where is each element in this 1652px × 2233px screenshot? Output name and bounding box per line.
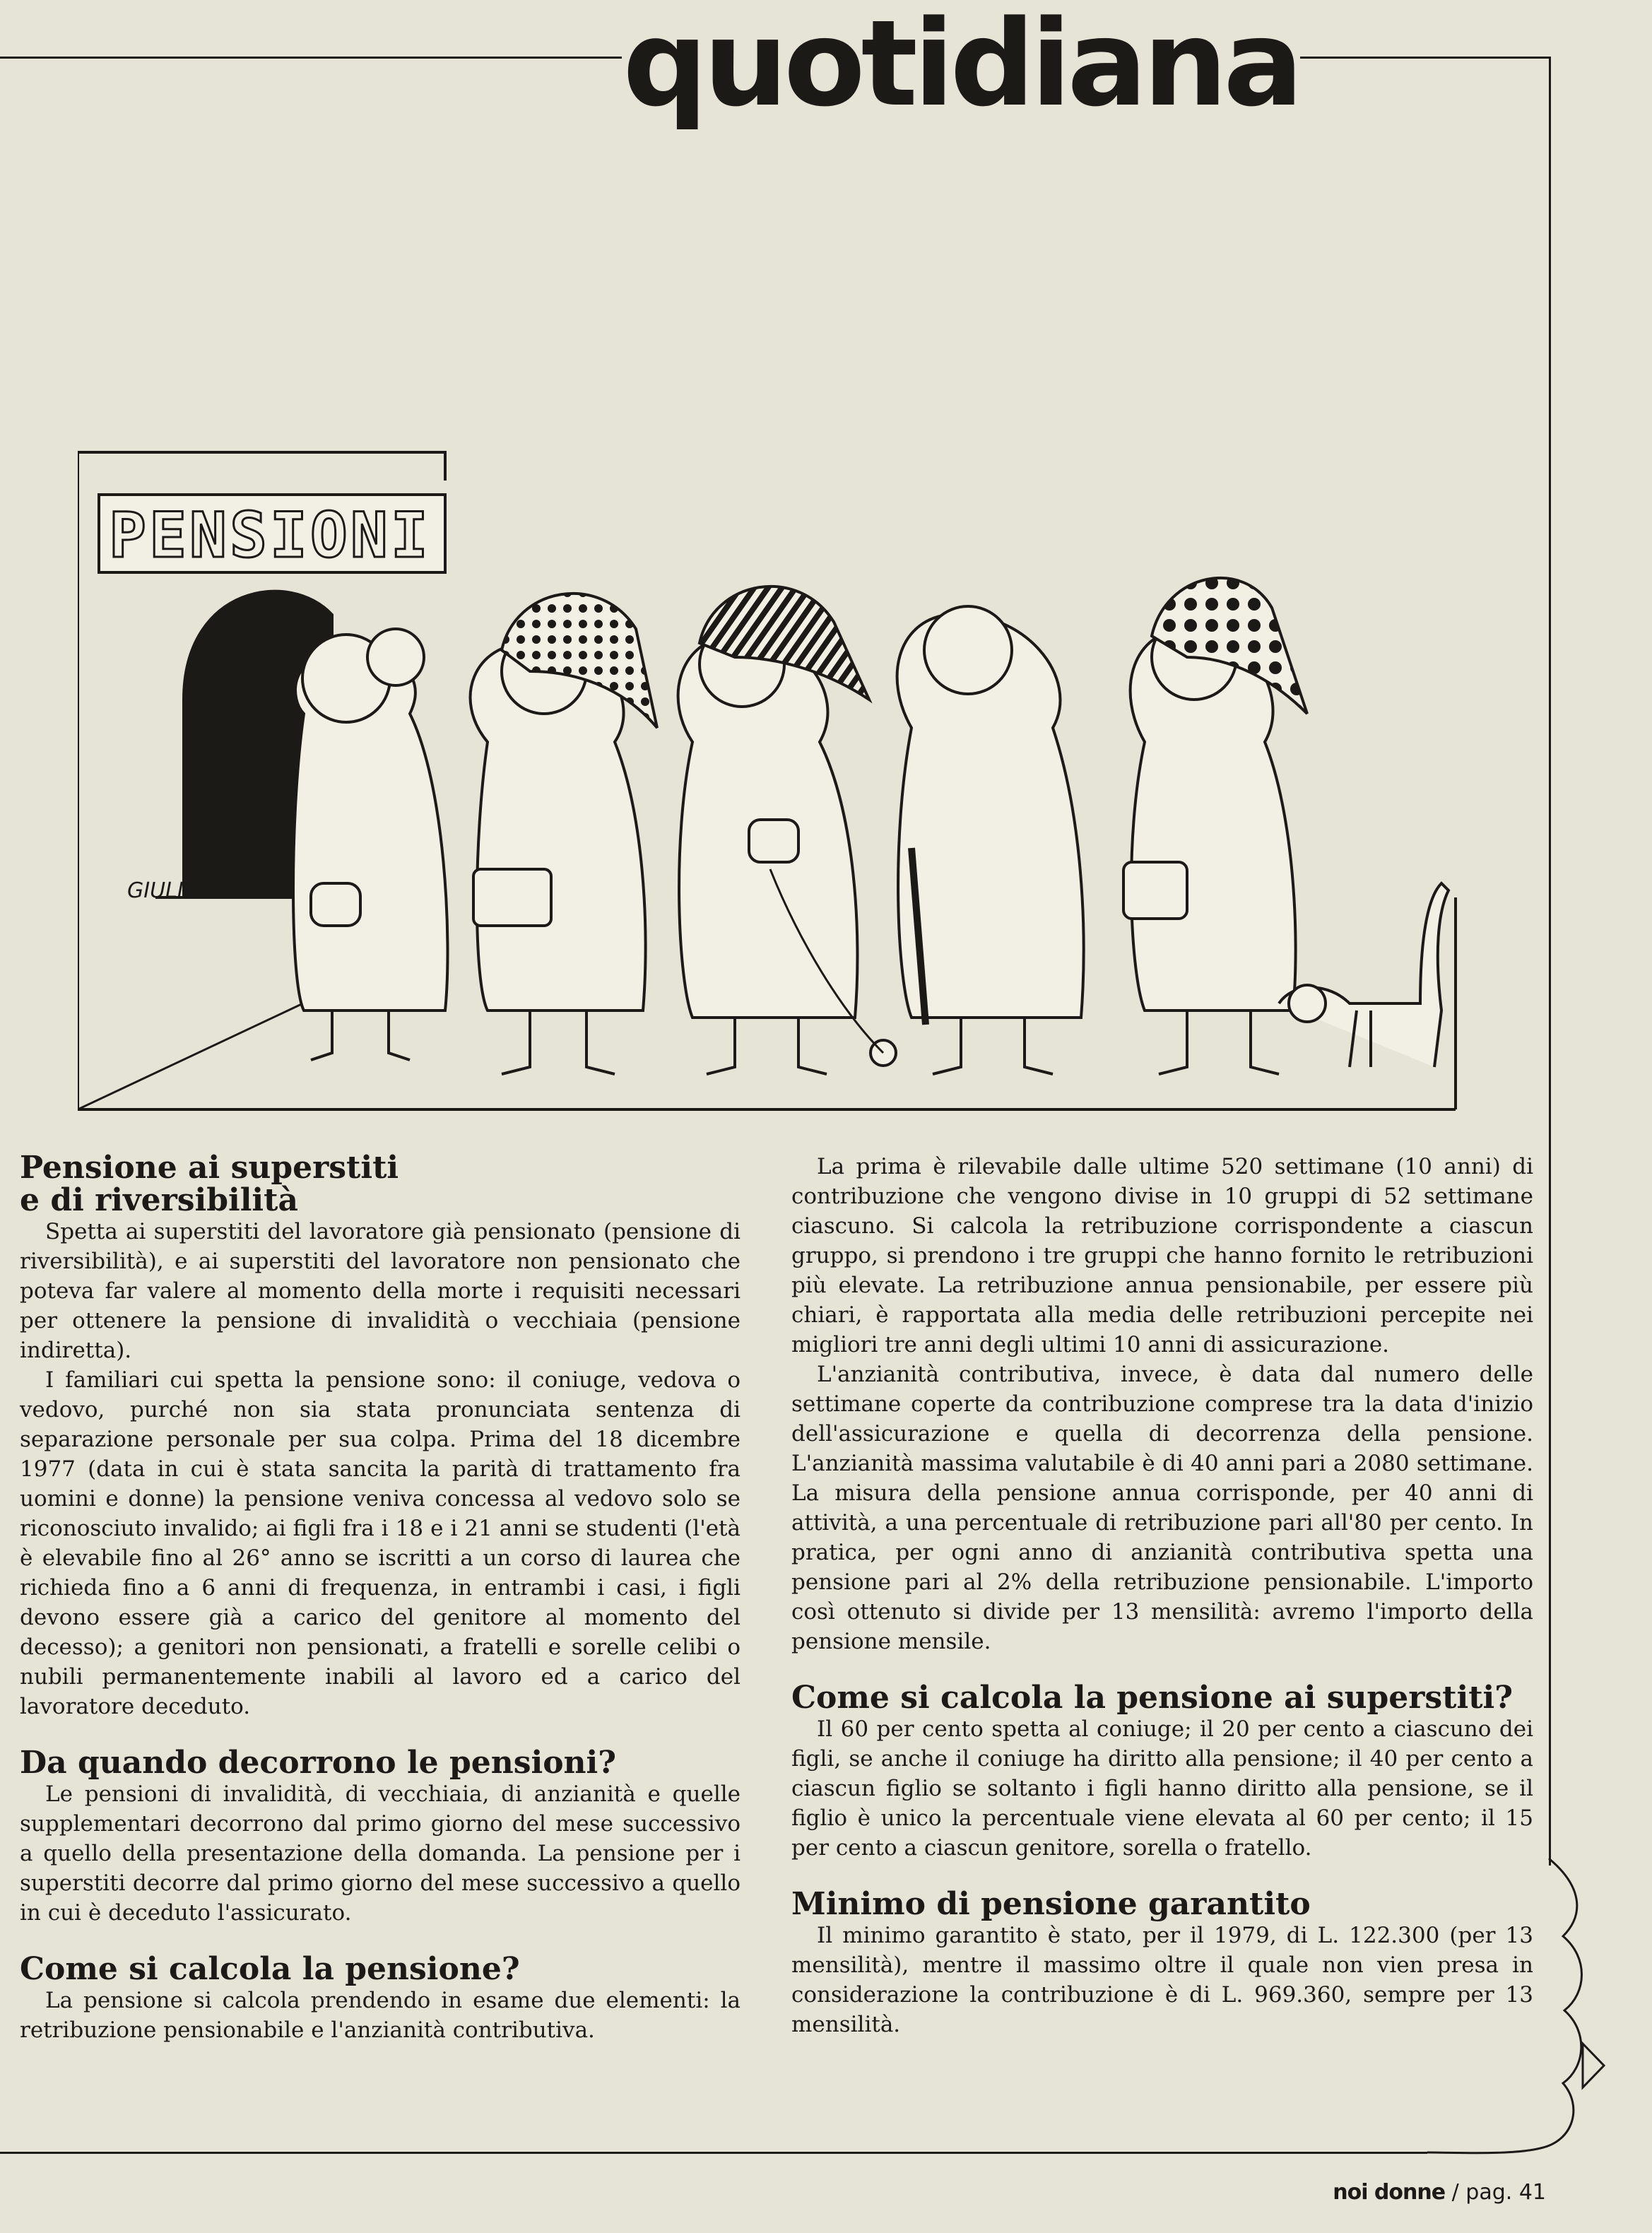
right-frame-rule <box>1549 57 1551 1866</box>
masthead-title: quotidiana <box>623 0 1299 133</box>
footer-separator: / <box>1451 2180 1459 2205</box>
section-heading-when-start: Da quando decorrono le pensioni? <box>20 1745 617 1781</box>
page-number: pag. 41 <box>1465 2180 1546 2205</box>
cartoon-artist-signature: GIULIANA <box>127 878 229 903</box>
next-page-arrow-icon <box>1580 2041 1608 2090</box>
magazine-name: noi donne <box>1333 2180 1446 2205</box>
paragraph: La pensione si calcola prendendo in esame due elementi: la retribuzione pensionabile e l'anzianità contributiva. <box>20 1988 741 2043</box>
paragraph: I familiari cui spetta la pensione sono: il coniuge, vedova o vedovo, purché non sia stata pronunciata sentenza di separazione personale per sua colpa. Prima del 18 dicembre 1977 (data in cui è stata sancita la parità di trattamento fra uomini e donne) la pensione veniva concessa al vedovo solo se riconosciuto invalido; ai figli fra i 18 e i 21 anni se studenti (l'età è elevabile fino al 26° anno se iscritti a un corso di laurea che richieda fino a 6 anni di frequenza, in entrambi i casi, i figli devono essere già a carico del genitore al momento del decesso); a genitori non pensionati, a fratelli e sorelle celibi o nubili permanentemente inabili al lavoro ed a carico del lavoratore deceduto. <box>20 1367 741 1719</box>
section-heading-survivor-calculation: Come si calcola la pensione ai superstiti? <box>791 1680 1514 1716</box>
left-column <box>20 1152 741 2045</box>
section-heading-survivor-pension <box>20 1152 741 1217</box>
right-column <box>791 1152 1533 2039</box>
paragraph: L'anzianità contributiva, invece, è data dal numero delle settimane coperte da contribuzione comprese tra la data d'inizio dell'assicurazione e quella di decorrenza della pensione. L'anzianità massima valutabile è di 40 anni pari a 2080 settimane. La misura della pensione annua corrisponde, per 40 anni di attività, a una percentuale di retribuzione pari all'80 per cento. In pratica, per ogni anno di anzianità contributiva spetta una pensione pari al 2% della retribuzione pensionabile. L'importo così ottenuto si divide per 13 mensilità: avremo l'importo della pensione mensile. <box>791 1362 1533 1654</box>
paragraph: Il 60 per cento spetta al coniuge; il 20 per cento a ciascuno dei figli, se anche il coniuge ha diritto alla pensione; il 40 per cento a ciascun figlio se soltanto i figli hanno diritto alla pensione, se il figlio è unico la percentuale viene elevata al 60 per cento; il 15 per cento a ciascun genitore, sorella o fratello. <box>791 1716 1533 1861</box>
paragraph: Il minimo garantito è stato, per il 1979, di L. 122.300 (per 13 mensilità), mentre il massimo oltre il quale non vien presa in considerazione la contribuzione è di L. 969.360, sempre per 13 mensilità. <box>791 1923 1533 2037</box>
section-heading-minimum-pension: Minimo di pensione garantito <box>791 1886 1311 1922</box>
page-footer <box>1333 2180 1546 2205</box>
paragraph: Spetta ai superstiti del lavoratore già pensionato (pensione di riversibilità), e ai superstiti del lavoratore non pensionato che poteva far valere al momento della morte i requisiti necessari per ottenere la pensione di invalidità o vecchiaia (pensione indiretta). <box>20 1219 741 1363</box>
heading-line: e di riversibilità <box>20 1182 298 1218</box>
bottom-rule <box>0 2152 1427 2154</box>
pension-queue-cartoon <box>78 445 1463 1124</box>
paragraph: Le pensioni di invalidità, di vecchiaia, di anzianità e quelle supplementari decorrono dal primo giorno del mese successivo a quello della presentazione della domanda. La pensione per i superstiti decorre dal primo giorno del mese successivo a quello in cui è deceduto l'assicurato. <box>20 1781 741 1926</box>
heading-line: Pensione ai superstiti <box>20 1150 399 1186</box>
section-heading-how-calculated: Come si calcola la pensione? <box>20 1951 520 1987</box>
cartoon-sign-text: PENSIONI <box>109 499 431 572</box>
paragraph: La prima è rilevabile dalle ultime 520 settimane (10 anni) di contribuzione che vengono divise in 10 gruppi di 52 settimane ciascuno. Si calcola la retribuzione corrispondente a ciascun gruppo, si prendono i tre gruppi che hanno fornito le retribuzioni più elevate. La retribuzione annua pensionabile, per essere più chiari, è rapportata alla media delle retribuzioni percepite nei migliori tre anni degli ultimi 10 anni di assicurazione. <box>791 1154 1533 1357</box>
